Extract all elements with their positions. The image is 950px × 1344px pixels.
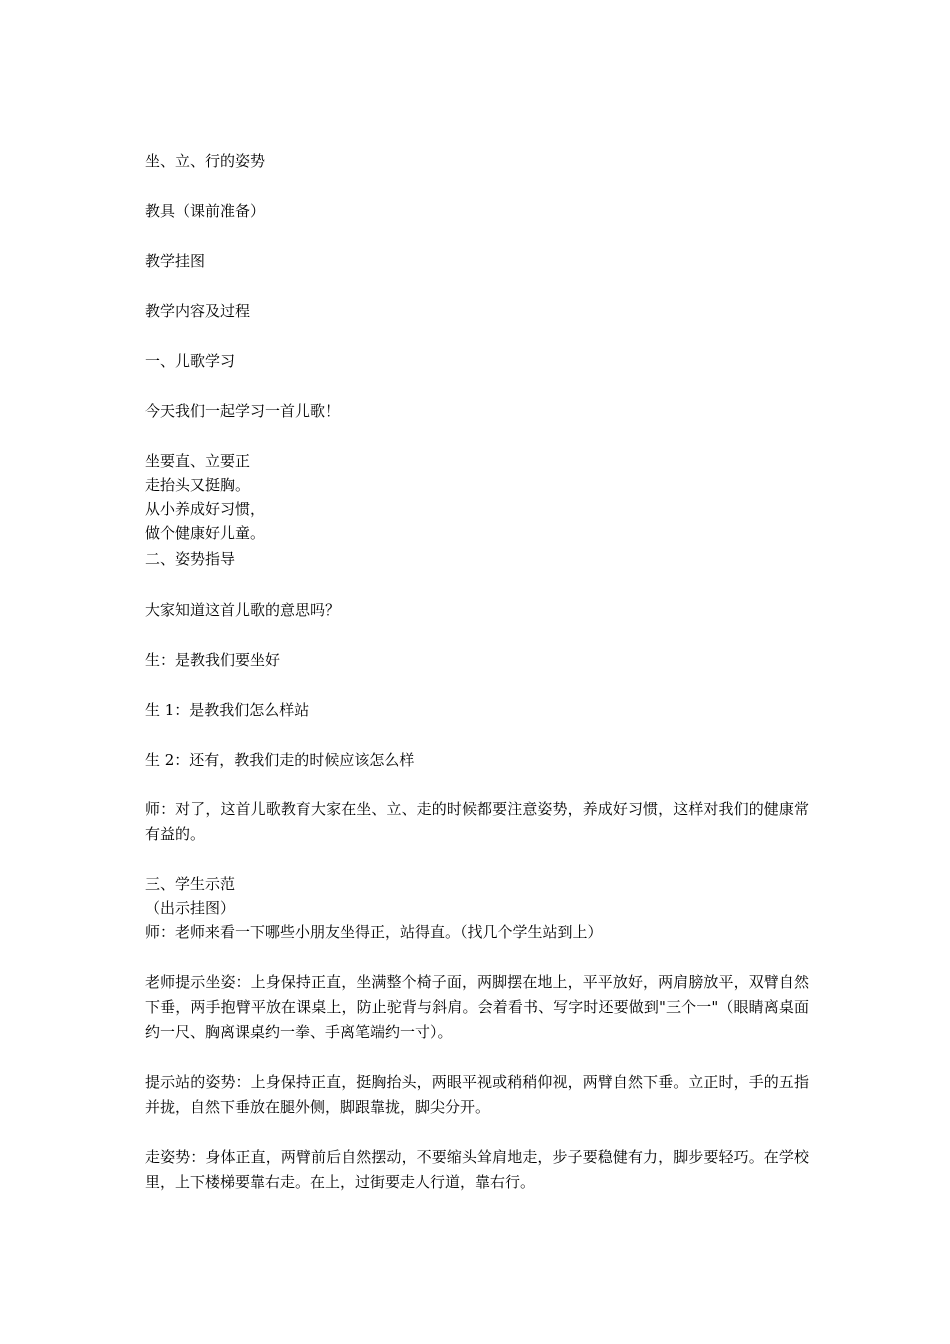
tools-item: 教学挂图 [145, 252, 206, 270]
student-answer-1: 生 1：是教我们怎么样站 [145, 701, 310, 719]
poem-line: 做个健康好儿童。 [145, 524, 266, 542]
section-heading-1: 一、儿歌学习 [145, 352, 236, 370]
question-text: 大家知道这首儿歌的意思吗？ [145, 601, 341, 619]
intro-text: 今天我们一起学习一首儿歌！ [145, 402, 341, 420]
document-title: 坐、立、行的姿势 [145, 152, 266, 170]
teacher-reply: 师：对了，这首儿歌教育大家在坐、立、走的时候都要注意姿势，养成好习惯，这样对我们的健康常有益的。 [145, 800, 809, 843]
content-heading: 教学内容及过程 [145, 302, 251, 320]
standing-tip: 提示站的姿势：上身保持正直，挺胸抬头，两眼平视或稍稍仰视，两臂自然下垂。立正时，手的五指并拢，自然下垂放在腿外侧，脚跟靠拢，脚尖分开。 [145, 1073, 809, 1116]
section-heading-3: 三、学生示范 [145, 875, 236, 893]
student-answer: 生：是教我们要坐好 [145, 651, 281, 669]
show-chart-note: （出示挂图） [145, 899, 236, 917]
teacher-demo: 师：老师来看一下哪些小朋友坐得正，站得直。（找几个学生站到上） [145, 923, 603, 941]
poem-line: 从小养成好习惯， [145, 500, 266, 518]
walking-tip: 走姿势：身体正直，两臂前后自然摆动，不要缩头耸肩地走，步子要稳健有力，脚步要轻巧。在学校里，上下楼梯要靠右走。在上，过街要走人行道，靠右行。 [145, 1148, 809, 1191]
poem-line: 坐要直、立要正 [145, 452, 251, 470]
poem-line: 走抬头又挺胸。 [145, 476, 251, 494]
student-answer-2: 生 2：还有，教我们走的时候应该怎么样 [145, 751, 415, 769]
section-heading-2: 二、姿势指导 [145, 550, 236, 568]
sitting-tip: 老师提示坐姿：上身保持正直，坐满整个椅子面，两脚摆在地上，平平放好，两肩膀放平，双臂自然下垂，两手抱臂平放在课桌上，防止驼背与斜肩。会着看书、写字时还要做到"三个一"（眼睛离桌面约一尺、胸离课桌约一拳、手离笔端约一寸）。 [145, 973, 809, 1041]
tools-heading: 教具（课前准备） [145, 202, 266, 220]
